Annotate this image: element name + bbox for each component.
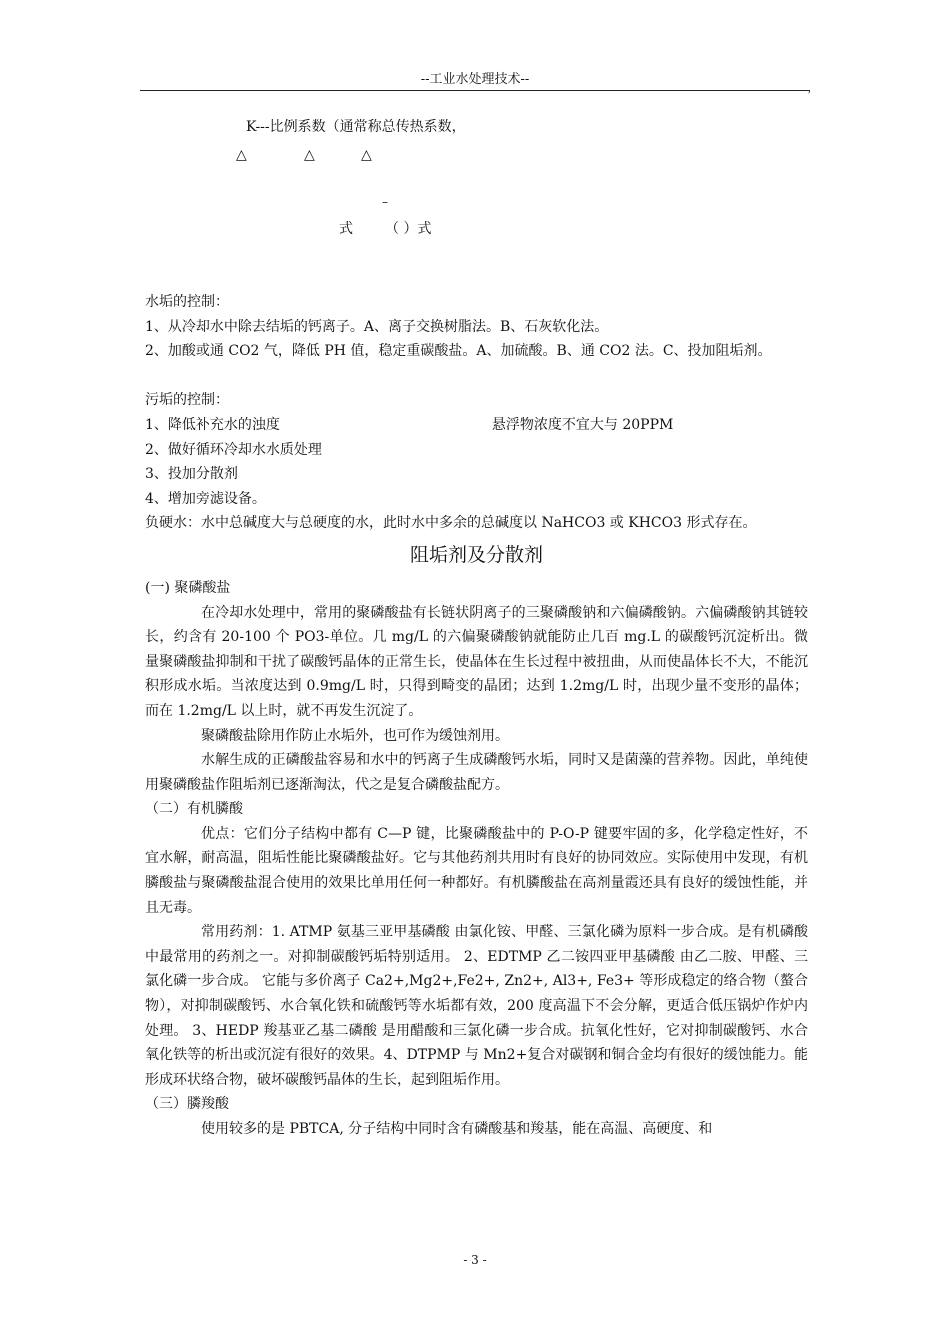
organophosphonic-paragraph-2: 常用药剂：1. ATMP 氨基三亚甲基磷酸 由氯化铵、甲醛、三氯化磷为原料一步合成。是有机磷酸中最常用的药剂之一。对抑制碳酸钙垢特别适用。 2、EDTMP 乙二铵四亚甲基磷酸 由乙二胺、甲醛、三氯化磷一步合成。 它能与多价离子 Ca2+,Mg2+,Fe2+, Zn2+, Al3+, Fe3+ 等形成稳定的络合物（螯合物），对抑制碳酸钙、水合氧化铁和硫酸钙等水垢都有效，200 度高温下不会分解，更适合低压锅炉作炉内处理。 3、HEDP 羧基亚乙基二磷酸 是用醋酸和三氯化磷一步合成。抗氧化性好，它对抑制碳酸钙、水合氧化铁等的析出或沉淀有很好的效果。4、DTPMP 与 Mn2+复合对碳钢和铜合金均有很好的缓蚀能力。能形成环状络合物，破坏碳酸钙晶体的生长，起到阻垢作用。	[145, 924, 808, 1088]
dash-mark: –	[382, 195, 388, 209]
section-title: 阻垢剂及分散剂	[409, 543, 543, 566]
polyphosphate-paragraph-2: 聚磷酸盐除用作防止水垢外，也可作为缓蚀剂用。	[201, 727, 509, 744]
polyphosphate-paragraph-3: 水解生成的正磷酸盐容易和水中的钙离子生成磷酸钙水垢，同时又是菌藻的营养物。因此，单纯使用聚磷酸盐作阻垢剂已逐渐淘汰，代之是复合磷酸盐配方。	[145, 752, 808, 793]
fouling-control-item-1	[145, 413, 808, 438]
triangle-symbol-3: △	[361, 147, 372, 163]
body-text	[145, 290, 808, 1142]
phosphonocarboxylic-heading: （三）膦羧酸	[145, 1096, 229, 1113]
scale-control-item-2: 2、加酸或通 CO2 气，降低 PH 值，稳定重碳酸盐。A、加硫酸。B、通 CO2 法。C、投加阻垢剂。	[145, 343, 772, 360]
page-number: - 3 -	[463, 1253, 487, 1267]
spacer	[145, 364, 808, 389]
fouling-control-title: 污垢的控制：	[145, 392, 229, 409]
fouling-control-item-3: 3、投加分散剂	[145, 466, 238, 483]
fouling-item-1-right: 悬浮物浓度不宜大与 20PPM	[491, 416, 674, 433]
organophosphonic-paragraph-1: 优点：它们分子结构中都有 C—P 键，比聚磷酸盐中的 P-O-P 键要牢固的多，化学稳定性好，不宜水解，耐高温，阻垢性能比聚磷酸盐好。它与其他药剂共用时有良好的协同效应。实际使用中发现，有机膦酸盐与聚磷酸盐混合使用的效果比单用任何一种都好。有机膦酸盐在高剂量霞还具有良好的缓蚀性能，并且无毒。	[145, 825, 808, 916]
fouling-control-item-2: 2、做好循环冷却水水质处理	[145, 441, 322, 458]
scale-control-title: 水垢的控制：	[145, 294, 229, 310]
k-coefficient-line: K---比例系数（通常称总传热系数，	[246, 119, 466, 135]
phosphonocarboxylic-paragraph-1: 使用较多的是 PBTCA, 分子结构中同时含有磷酸基和羧基，能在高温、高硬度、和	[201, 1121, 713, 1137]
polyphosphate-heading: (一) 聚磷酸盐	[145, 579, 231, 596]
polyphosphate-paragraph-1: 在冷却水处理中，常用的聚磷酸盐有长链状阴离子的三聚磷酸钠和六偏磷酸钠。六偏磷酸钠其链较长，约含有 20-100 个 PO3-单位。几 mg/L 的六偏聚磷酸钠就能防止几百 mg.L 的碳酸钙沉淀析出。微量聚磷酸盐抑制和干扰了碳酸钙晶体的正常生长，使晶体在生长过程中被扭曲，从而使晶体长不大，不能沉积形成水垢。当浓度达到 0.9mg/L 时，只得到畸变的晶团；达到 1.2mg/L 时，出现少量不变形的晶体；而在 1.2mg/L 以上时，就不再发生沉淀了。	[145, 604, 808, 719]
fouling-item-1-left: 1、降低补充水的浊度	[145, 416, 280, 433]
negative-hardness-definition: 负硬水：水中总碱度大与总硬度的水，此时水中多余的总碱度以 NaHCO3 或 KHCO3 形式存在。	[145, 515, 757, 532]
header-tick-mark: ,	[808, 85, 811, 95]
page-header-title: --工业水处理技术--	[420, 72, 530, 87]
triangle-symbol-1: △	[236, 147, 247, 163]
formula-label-right: （ ）式	[385, 221, 432, 237]
triangle-symbol-2: △	[304, 147, 315, 163]
fouling-control-item-4: 4、增加旁滤设备。	[145, 490, 266, 507]
header-rule	[140, 90, 810, 91]
scale-control-item-1: 1、从冷却水中除去结垢的钙离子。A、离子交换树脂法。B、石灰软化法。	[145, 318, 609, 335]
formula-label-left: 式	[339, 221, 353, 237]
organophosphonic-heading: （二）有机膦酸	[145, 801, 243, 818]
